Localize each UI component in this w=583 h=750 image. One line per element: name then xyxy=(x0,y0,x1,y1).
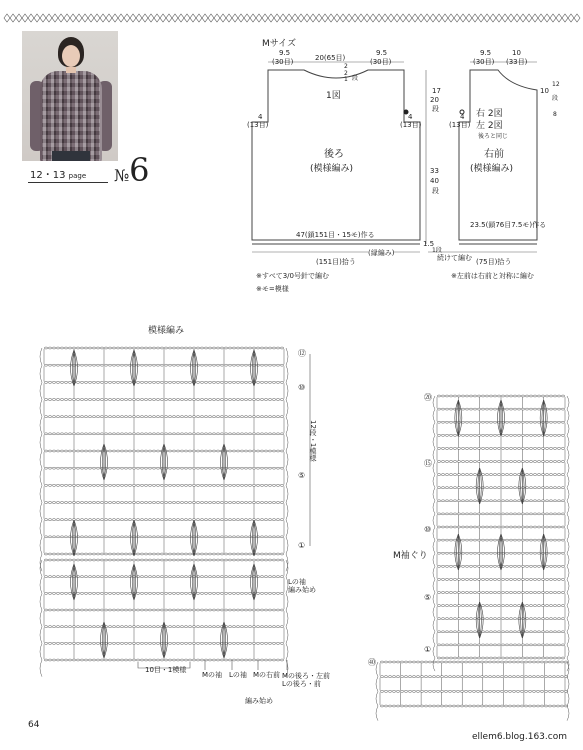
back-top-left-rows: (30目) xyxy=(272,58,294,66)
page-number: 64 xyxy=(28,720,40,730)
chart-left-sleeve-start: Lの袖 編み始め xyxy=(288,578,316,595)
chart-left-row-12: ⑫ xyxy=(298,349,306,358)
back-height-top-unit: 段 xyxy=(432,105,439,113)
page-ref-number: 12・13 xyxy=(30,170,66,181)
chart-right-title: M袖ぐり xyxy=(393,551,428,561)
back-diagram-ref: 1図 xyxy=(326,91,341,101)
front-start: 23.5(鎖76目7.5モ)作る xyxy=(470,221,547,229)
chart-left-row-1: ① xyxy=(298,541,306,550)
chart-left-title: 模様編み xyxy=(148,326,185,336)
back-neck-unit: 段 xyxy=(352,75,359,82)
front-top-right-width: 10 xyxy=(512,49,521,57)
back-stitch: (模様編み) xyxy=(310,164,354,174)
chart-right-row-10: ⑩ xyxy=(424,525,432,534)
front-stitch: (模様編み) xyxy=(470,164,514,174)
back-height-body-rows: 40 xyxy=(430,177,439,185)
page-ref-suffix: page xyxy=(68,172,87,180)
front-top-left-rows: (30目) xyxy=(473,58,495,66)
front-left-rows: (13目) xyxy=(449,121,471,129)
front-continue: 続けて編む xyxy=(437,254,472,262)
chart-right-row-5: ⑤ xyxy=(424,593,432,602)
back-top-left-width: 9.5 xyxy=(279,49,291,57)
back-edge-height: 1.5 xyxy=(423,240,435,248)
note-hook: ※すべて3/0号針で編む xyxy=(256,272,329,280)
chart-left-row-10: ⑩ xyxy=(298,383,306,392)
front-same-as-back: 後ろと同じ xyxy=(478,133,509,140)
back-pickup: (151目)拾う xyxy=(316,258,356,266)
back-left-side: 4 xyxy=(258,113,263,121)
front-pickup: (75目)拾う xyxy=(476,258,512,266)
chart-left-repeat: 12段・1模様 xyxy=(309,420,317,462)
front-diagram-ref-left: 左 2図 xyxy=(476,121,503,131)
back-edge-rows: 1段 xyxy=(432,247,442,254)
front-neck-rows: 12 xyxy=(552,81,560,88)
chart-right-row-20: ⑳ xyxy=(424,393,432,402)
back-top-center: 20(65目) xyxy=(315,54,346,62)
back-edge: (縁編み) xyxy=(368,249,395,257)
chart-right-row-15: ⑮ xyxy=(424,459,432,468)
back-right-side: 4 xyxy=(408,113,413,121)
front-diagram-ref-right: 右 2図 xyxy=(476,109,503,119)
back-neck-shape: 2 2 1 xyxy=(344,63,348,84)
chart-left-bottom-repeat: 10目・1模様 xyxy=(145,666,187,674)
chart-left-label-back-front: Mの後ろ・左前 Lの後ろ・前 xyxy=(282,672,331,689)
back-height-body: 33 xyxy=(430,167,439,175)
back-start: 47(鎖151目・15モ)作る xyxy=(296,231,375,239)
back-height-body-unit: 段 xyxy=(432,187,439,195)
back-height-top: 17 xyxy=(432,87,441,95)
front-neck-unit: 段 xyxy=(552,95,559,102)
front-top-left-width: 9.5 xyxy=(480,49,492,57)
front-top-right-rows: (33目) xyxy=(506,58,528,66)
back-left-rows: (13目) xyxy=(247,121,269,129)
note-motif: ※モ=模様 xyxy=(256,285,289,293)
chart-left-row-5: ⑤ xyxy=(298,471,306,480)
pattern-number-value: 6 xyxy=(129,151,150,189)
front-left-side: 4 xyxy=(460,113,465,121)
back-height-top-rows: 20 xyxy=(430,96,439,104)
front-neck-shape: 8 xyxy=(553,111,557,118)
chart-right-row-40: ㊵ xyxy=(368,658,376,667)
chart-left-start: 編み始め xyxy=(245,697,273,705)
back-name: 後ろ xyxy=(324,149,344,160)
source-watermark: ellem6.blog.163.com xyxy=(472,732,567,742)
back-top-right-rows: (30目) xyxy=(370,58,392,66)
chart-left-label-m-right-front: Mの右前 xyxy=(253,671,281,679)
chart-left-label-m-sleeve: Mの袖 xyxy=(202,671,223,679)
chart-right-row-1: ① xyxy=(424,645,432,654)
pattern-number-prefix: № xyxy=(114,166,130,185)
front-name: 右前 xyxy=(484,149,504,160)
back-top-right-width: 9.5 xyxy=(376,49,388,57)
front-neck-depth: 10 xyxy=(540,87,549,95)
back-right-rows: (13目) xyxy=(400,121,422,129)
note-front-symmetric: ※左前は右前と対称に編む xyxy=(451,272,534,280)
size-label: Mサイズ xyxy=(262,39,297,49)
chart-left-label-l-sleeve: Lの袖 xyxy=(229,671,247,679)
